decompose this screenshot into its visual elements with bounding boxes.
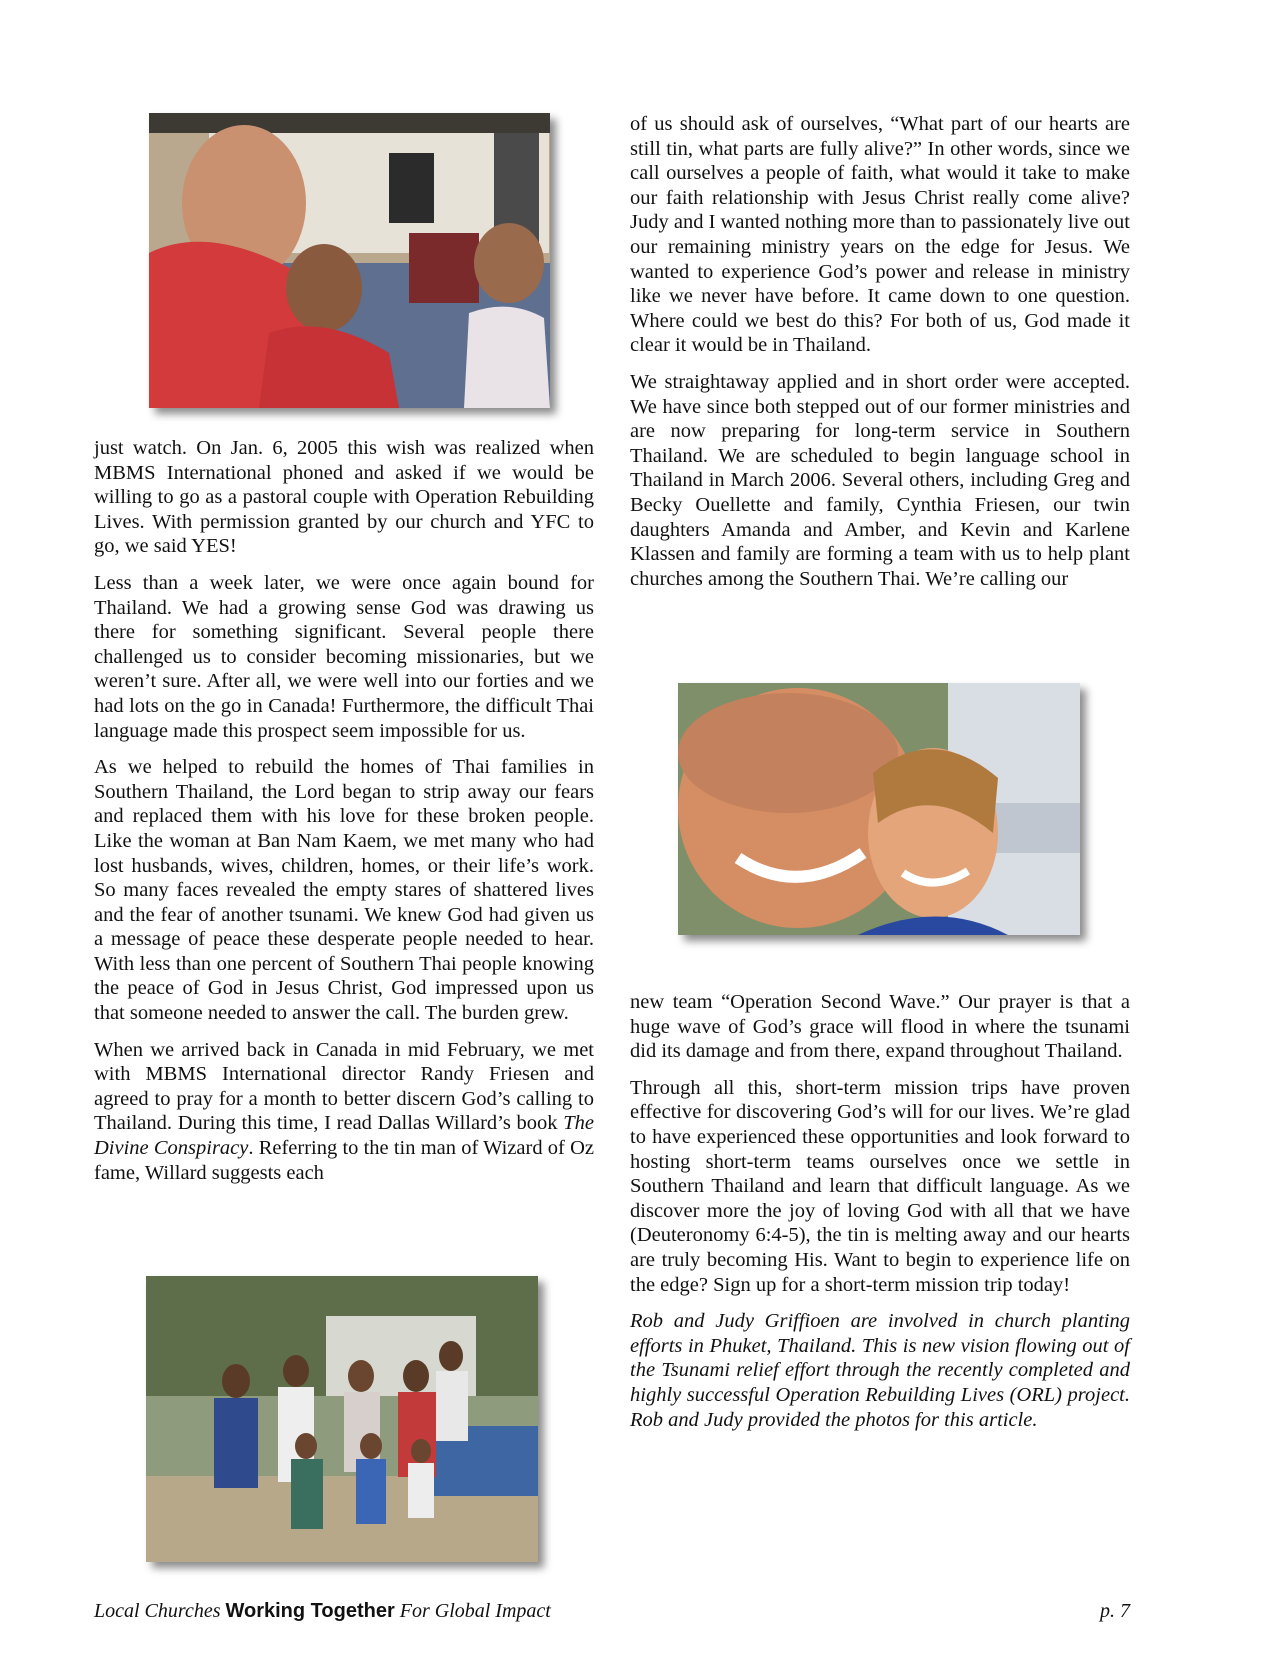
left-paragraph-2: Less than a week later, we were once again bound for Thailand. We had a growing sense God was drawing us there for something significant. Several people there challenged us to consider becoming missionaries, but we weren’t sure. After all, we were well into our forties and we had lots on the go in Canada! Furthermore, the difficult Thai language made this prospect seem impossible for us.: [94, 571, 594, 742]
left-paragraph-4-end: . Referring to the tin man of Wizard of Oz fame, Willard suggests each: [94, 1137, 594, 1184]
left-column: [94, 436, 594, 1197]
left-paragraph-4: [94, 1038, 594, 1186]
left-paragraph-1: just watch. On Jan. 6, 2005 this wish was realized when MBMS International phoned and asked if we would be willing to go as a pastoral couple with Operation Rebuilding Lives. With permission granted by our church and YFC to go, we said YES!: [94, 437, 594, 558]
photo-couple: [678, 683, 1080, 935]
right-column-top: [630, 112, 1130, 603]
left-paragraph-4-start: When we arrived back in Canada in mid February, we met with MBMS International director Randy Friesen and agreed to pray for a month to better discern God’s calling to Thailand. During this time, I read Dallas Willard’s book: [94, 1038, 594, 1135]
right-paragraph-3: new team “Operation Second Wave.” Our prayer is that a huge wave of God’s grace will flood in where the tsunami did its damage and from there, expand throughout Thailand.: [630, 991, 1130, 1063]
footer-tagline: [94, 1600, 551, 1623]
footer-tagline-suffix: For Global Impact: [394, 1600, 551, 1622]
author-bio: Rob and Judy Griffioen are involved in church planting efforts in Phuket, Thailand. This is new vision flowing out of the Tsunami relief effort through the recently completed and highly successful Operation Rebuilding Lives (ORL) project. Rob and Judy provided the photos for this article.: [630, 1310, 1130, 1431]
right-paragraph-4: Through all this, short-term mission trips have proven effective for discovering God’s will for our lives. We’re glad to have experienced these opportunities and look forward to hosting short-term teams ourselves once we settle in Southern Thailand and learn that difficult language. As we discover more the joy of loving God with all that we have (Deuteronomy 6:4-5), the tin is melting away and our hearts are truly becoming His. Want to begin to experience life on the edge? Sign up for a short-term mission trip today!: [630, 1076, 1130, 1296]
left-paragraph-3: As we helped to rebuild the homes of Thai families in Southern Thailand, the Lord began to strip away our fears and replaced them with his love for these broken people. Like the woman at Ban Nam Kaem, we met many who had lost husbands, wives, children, homes, or their life’s work. So many faces revealed the empty stares of shattered lives and the fear of another tsunami. We knew God had given us a message of peace these desperate people needed to hear. With less than one percent of Southern Thai people knowing the peace of God in Jesus Christ, God impressed upon us that someone needed to answer the call. The burden grew.: [94, 756, 594, 1025]
right-paragraph-1: of us should ask of ourselves, “What part of our hearts are still tin, what parts are fully alive?” In other words, since we call ourselves a people of faith, what would it take to make our faith relationship with Jesus Christ really come alive? Judy and I wanted nothing more than to passionately live out our remaining ministry years on the edge for Jesus. We wanted to experience God’s power and release in ministry like we never have before. It came down to one question. Where could we best do this? For both of us, God made it clear it would be in Thailand.: [630, 113, 1130, 357]
page-number: p. 7: [1100, 1600, 1130, 1622]
right-column-bottom: [630, 990, 1130, 1444]
book-title: The Divine Conspiracy: [94, 1112, 594, 1160]
footer-tagline-prefix: Local Churches: [94, 1600, 226, 1622]
page-footer: [94, 1600, 1130, 1628]
photo-group-outdoors: [146, 1276, 538, 1562]
footer-tagline-bold: Working Together: [225, 1600, 395, 1622]
right-paragraph-2: We straightaway applied and in short order were accepted. We have since both stepped out of our former ministries and are now preparing for long-term service in Southern Thailand. We are scheduled to begin language school in Thailand in March 2006. Several others, including Greg and Becky Ouellette and family, Cynthia Friesen, our twin daughters Amanda and Amber, and Kevin and Karlene Klassen and family are forming a team with us to help plant churches among the Southern Thai. We’re calling our: [630, 370, 1130, 590]
photo-man-with-children: [149, 113, 550, 408]
